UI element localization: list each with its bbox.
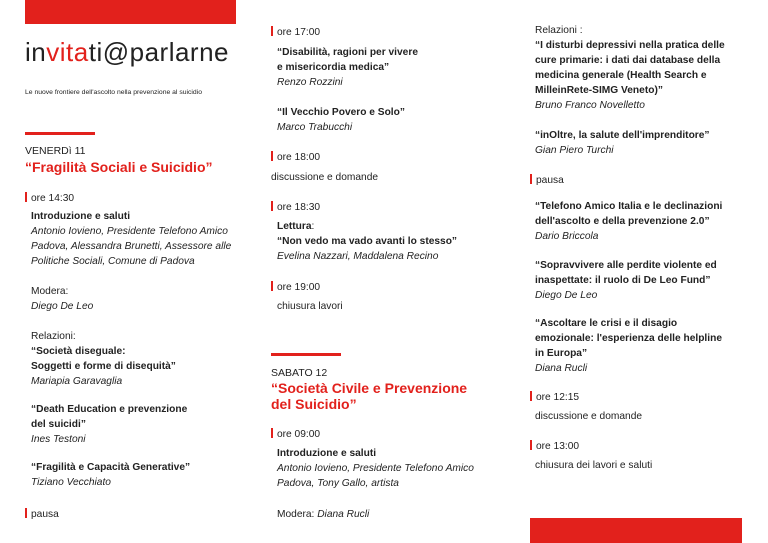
col1-moderator-block: Modera: Diego De Leo [31,286,94,312]
col1-day-label: VENERDì 11 [25,145,86,157]
col2-section-title-line-1: “Società Civile e Prevenzione [271,380,468,396]
col3-time-2-text: chiusura dei lavori e saluti [535,460,653,471]
col2-section-rule [271,353,341,356]
col3-pause: pausa [530,173,564,188]
col1-pause: pausa [25,507,59,522]
col2-moderator: Modera: Diana Rucli [277,509,370,520]
col3-time-1-text: discussione e domande [535,411,643,422]
logo-part-2: vita [46,37,89,67]
top-red-bar-left [25,0,236,24]
col3-talk-2: “inOltre, la salute dell'imprenditore” Gian Piero Turchi [535,130,710,156]
tagline: Le nuove frontiere dell'ascolto nella prevenzione al suicidio [25,89,202,96]
col3-talk-1: Relazioni : “I disturbi depressivi nella pratica delle cure primarie: i dati dai database della medicina generale (Health Search e MilleinRete-SIMG Veneto)” Bruno Franco Novelletto [535,25,725,111]
col2-time-4-text: chiusura lavori [277,301,343,312]
col1-talk-3: “Fragilità e Capacità Generative” Tiziano Vecchiato [31,462,191,488]
col2-reading-block: Lettura: “Non vedo ma vado avanti lo stesso” Evelina Nazzari, Maddalena Recino [277,221,458,262]
col2-time-2-text: discussione e domande [271,172,379,183]
col1-intro-block: Introduzione e saluti Antonio Iovieno, Presidente Telefono Amico Padova, Alessandra Brunetti, Assessore alle Politiche Sociali, Comune di Padova [31,211,232,267]
time-marker-icon [271,151,273,161]
col3-talk-5: “Ascoltare le crisi e il disagio emozionale: l'esperienza delle helpline in Europa” Diana Rucli [535,318,722,374]
col3-talk-3: “Telefono Amico Italia e le declinazioni dell'ascolto e della prevenzione 2.0” Dario Briccola [535,201,723,242]
logo-part-3: ti@parlarne [88,37,230,67]
time-marker-icon [25,192,27,202]
col2-intro-block: Introduzione e saluti Antonio Iovieno, Presidente Telefono Amico Padova, Tony Gallo, artista [277,448,474,489]
col2-time-3: ore 18:30 [271,200,320,215]
time-marker-icon [25,508,27,518]
time-marker-icon [271,281,273,291]
time-marker-icon [271,201,273,211]
col1-section-title: “Fragilità Sociali e Suicidio” [25,159,213,175]
time-marker-icon [271,26,273,36]
time-marker-icon [530,391,532,401]
bottom-red-bar-right [530,518,742,543]
col1-talk-1: Relazioni: “Società diseguale: Soggetti e forme di disequità” Mariapia Garavaglia [31,331,176,387]
col1-section-rule [25,132,95,135]
col1-time-1: ore 14:30 [25,191,74,206]
col1-talk-2: “Death Education e prevenzione del suicidi” Ines Testoni [31,404,188,445]
col2-talk-2: “Il Vecchio Povero e Solo” Marco Trabucchi [277,107,405,133]
col2-time-2: ore 18:00 [271,150,320,165]
col3-talk-4: “Sopravvivere alle perdite violente ed inaspettate: il ruolo di De Leo Fund” Diego De Leo [535,260,717,301]
event-logo [25,37,230,67]
col2-day-label: SABATO 12 [271,367,328,379]
time-marker-icon [530,440,532,450]
logo-part-1: in [25,37,47,67]
col2-time-5: ore 09:00 [271,427,320,442]
col2-time-1: ore 17:00 [271,25,320,40]
col2-section-title-line-2: del Suicidio” [271,396,357,412]
time-marker-icon [271,428,273,438]
col3-time-2: ore 13:00 [530,439,579,454]
col2-time-4: ore 19:00 [271,280,320,295]
time-marker-icon [530,174,532,184]
col3-time-1: ore 12:15 [530,390,579,405]
col2-talk-1: “Disabilità, ragioni per vivere e misericordia medica” Renzo Rozzini [277,47,418,88]
